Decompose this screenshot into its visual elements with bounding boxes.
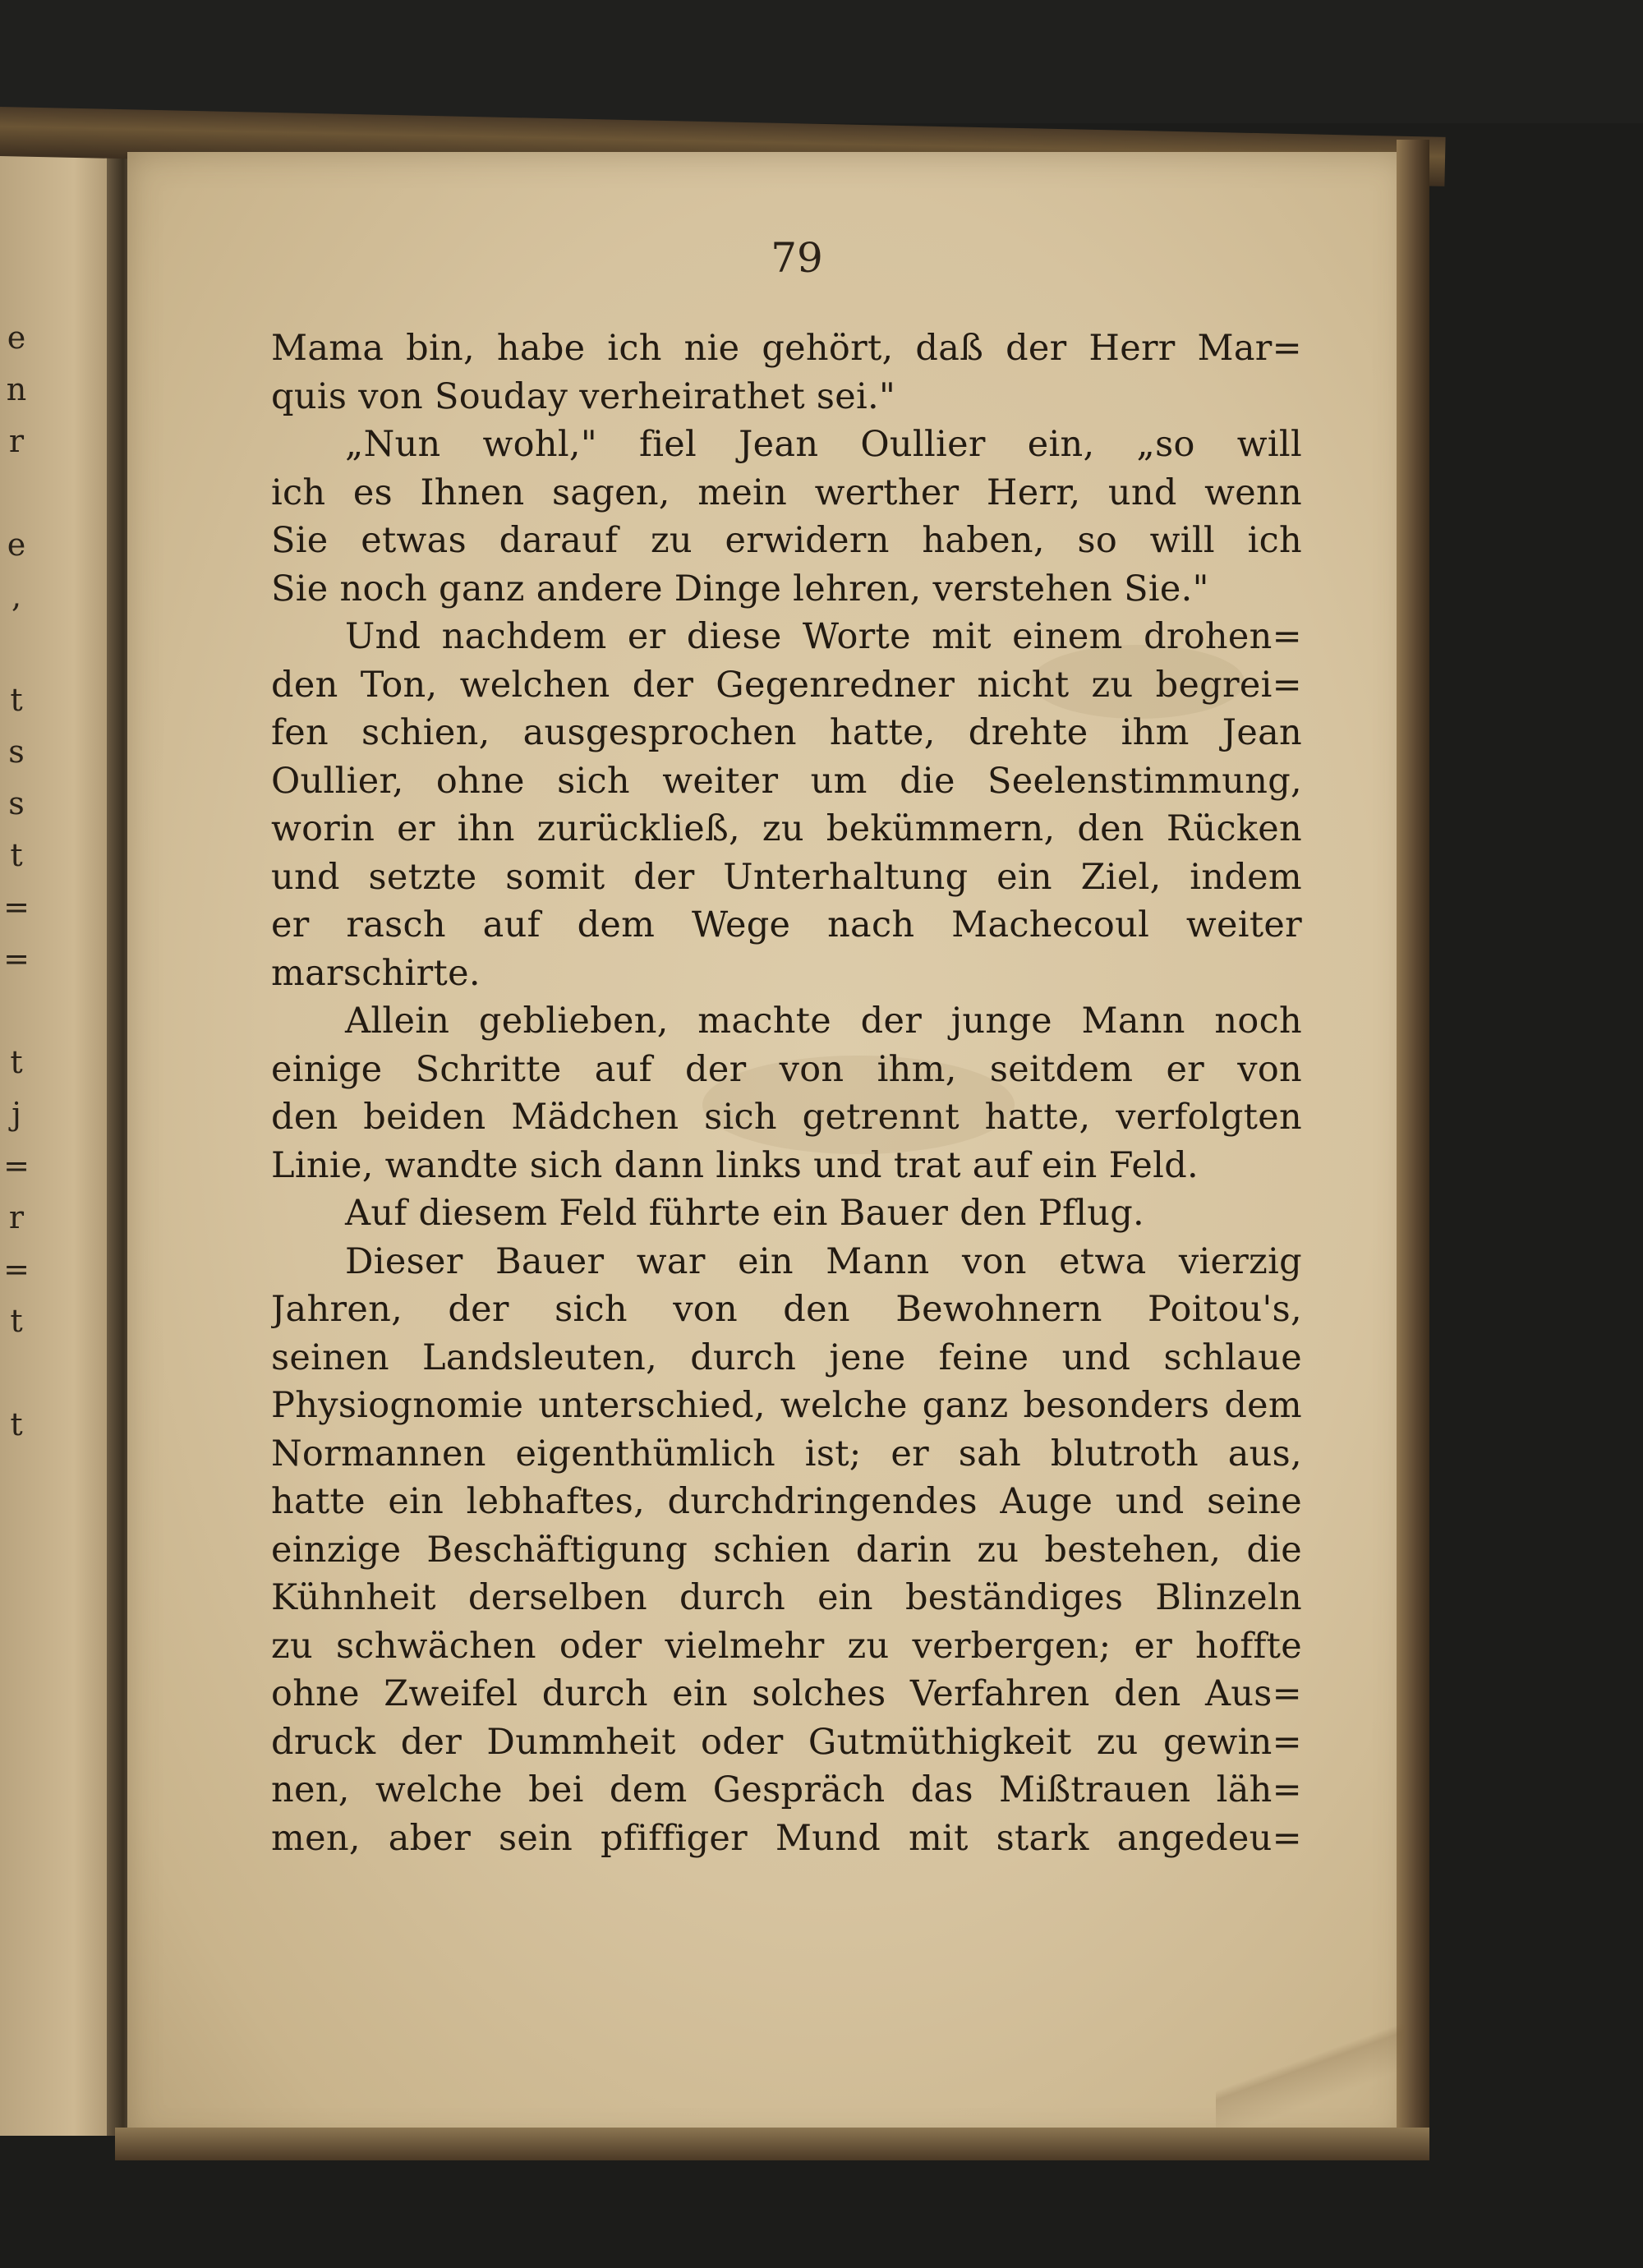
left-page-fragment: n — [6, 371, 27, 407]
text-line: zu schwächen oder vielmehr zu verbergen; er hoffte — [271, 1625, 1302, 1667]
left-page-fragment: t — [10, 1406, 23, 1442]
text-line: Kühnheit derselben durch ein beständiges Blinzeln — [271, 1577, 1302, 1618]
left-page-fragment: t — [10, 682, 23, 718]
text-line: quis von Souday verheirathet sei." — [271, 375, 896, 417]
left-page-fragment: s — [8, 785, 25, 821]
text-line: den beiden Mädchen sich getrennt hatte, verfolgten — [271, 1097, 1302, 1138]
text-line: seinen Landsleuten, durch jene feine und schlaue — [271, 1336, 1302, 1378]
text-line: Physiognomie unterschied, welche ganz besonders dem — [271, 1385, 1302, 1426]
text-line: ohne Zweifel durch ein solches Verfahren den Aus= — [271, 1673, 1302, 1714]
text-line: men, aber sein pfiffiger Mund mit stark angedeu= — [271, 1817, 1302, 1859]
text-line: Mama bin, habe ich nie gehört, daß der Herr Mar= — [271, 328, 1302, 369]
text-line: Auf diesem Feld führte ein Bauer den Pflug. — [345, 1193, 1145, 1234]
left-page-fragment — [0, 623, 33, 674]
left-page-fragment: j — [12, 1096, 21, 1132]
text-line: Dieser Bauer war ein Mann von etwa vierzig — [345, 1240, 1302, 1282]
text-line: und setzte somit der Unterhaltung ein Ziel, indem — [271, 856, 1302, 898]
text-line: den Ton, welchen der Gegenredner nicht zu begrei= — [271, 664, 1302, 706]
left-page-fragment: = — [3, 941, 30, 977]
text-line: Oullier, ohne sich weiter um die Seelenstimmung, — [271, 760, 1302, 802]
left-page-fragment: e — [7, 320, 26, 356]
text-line: fen schien, ausgesprochen hatte, drehte ihm Jean — [271, 712, 1302, 753]
left-page-fragment: s — [8, 734, 25, 770]
page-number: 79 — [771, 234, 823, 282]
text-line: Allein geblieben, machte der junge Mann noch — [345, 1001, 1302, 1042]
text-line: Jahren, der sich von den Bewohnern Poitou's, — [271, 1289, 1302, 1330]
left-page-fragment: = — [3, 1251, 30, 1287]
left-page-fragment: e — [7, 527, 26, 563]
text-line: worin er ihn zurückließ, zu bekümmern, den Rücken — [271, 808, 1302, 849]
left-page-fragment: = — [3, 889, 30, 925]
text-line: Sie noch ganz andere Dinge lehren, verstehen Sie." — [271, 568, 1209, 610]
text-line: ich es Ihnen sagen, mein werther Herr, und wenn — [271, 472, 1302, 513]
left-page-fragment — [0, 1347, 33, 1399]
text-line: er rasch auf dem Wege nach Machecoul weiter — [271, 904, 1302, 945]
page-corner-fold — [1216, 2004, 1405, 2128]
left-page-fragment: t — [10, 837, 23, 873]
text-line: einige Schritte auf der von ihm, seitdem er von — [271, 1048, 1302, 1090]
left-page-fragment: t — [10, 1303, 23, 1339]
left-page-fragment: = — [3, 1148, 30, 1184]
left-page-fragment: r — [8, 423, 25, 459]
text-line: Linie, wandte sich dann links und trat auf ein Feld. — [271, 1144, 1199, 1186]
left-page-fragment — [0, 985, 33, 1037]
text-line: einzige Beschäftigung schien darin zu bestehen, die — [271, 1529, 1302, 1571]
text-line: Normannen eigenthümlich ist; er sah blutroth aus, — [271, 1433, 1302, 1474]
background-top — [0, 0, 1643, 123]
text-line: nen, welche bei dem Gespräch das Mißtrauen läh= — [271, 1769, 1302, 1810]
page-right-edge — [1397, 140, 1429, 2152]
text-line: „Nun wohl," fiel Jean Oullier ein, „so will — [345, 424, 1302, 465]
page-bottom-edge — [115, 2128, 1429, 2160]
left-page-text-fragments — [0, 312, 33, 1451]
text-line: Und nachdem er diese Worte mit einem drohen= — [345, 616, 1302, 657]
left-page-fragment — [0, 467, 33, 519]
text-line: druck der Dummheit oder Gutmüthigkeit zu gewin= — [271, 1721, 1302, 1763]
text-line: marschirte. — [271, 952, 481, 994]
left-page-fragment: t — [10, 1044, 23, 1080]
body-text — [271, 324, 1302, 1862]
left-page-fragment: , — [11, 578, 22, 614]
text-line: Sie etwas darauf zu erwidern haben, so will ich — [271, 520, 1302, 561]
left-page-fragment: r — [8, 1199, 25, 1235]
text-line: hatte ein lebhaftes, durchdringendes Auge und seine — [271, 1481, 1302, 1522]
